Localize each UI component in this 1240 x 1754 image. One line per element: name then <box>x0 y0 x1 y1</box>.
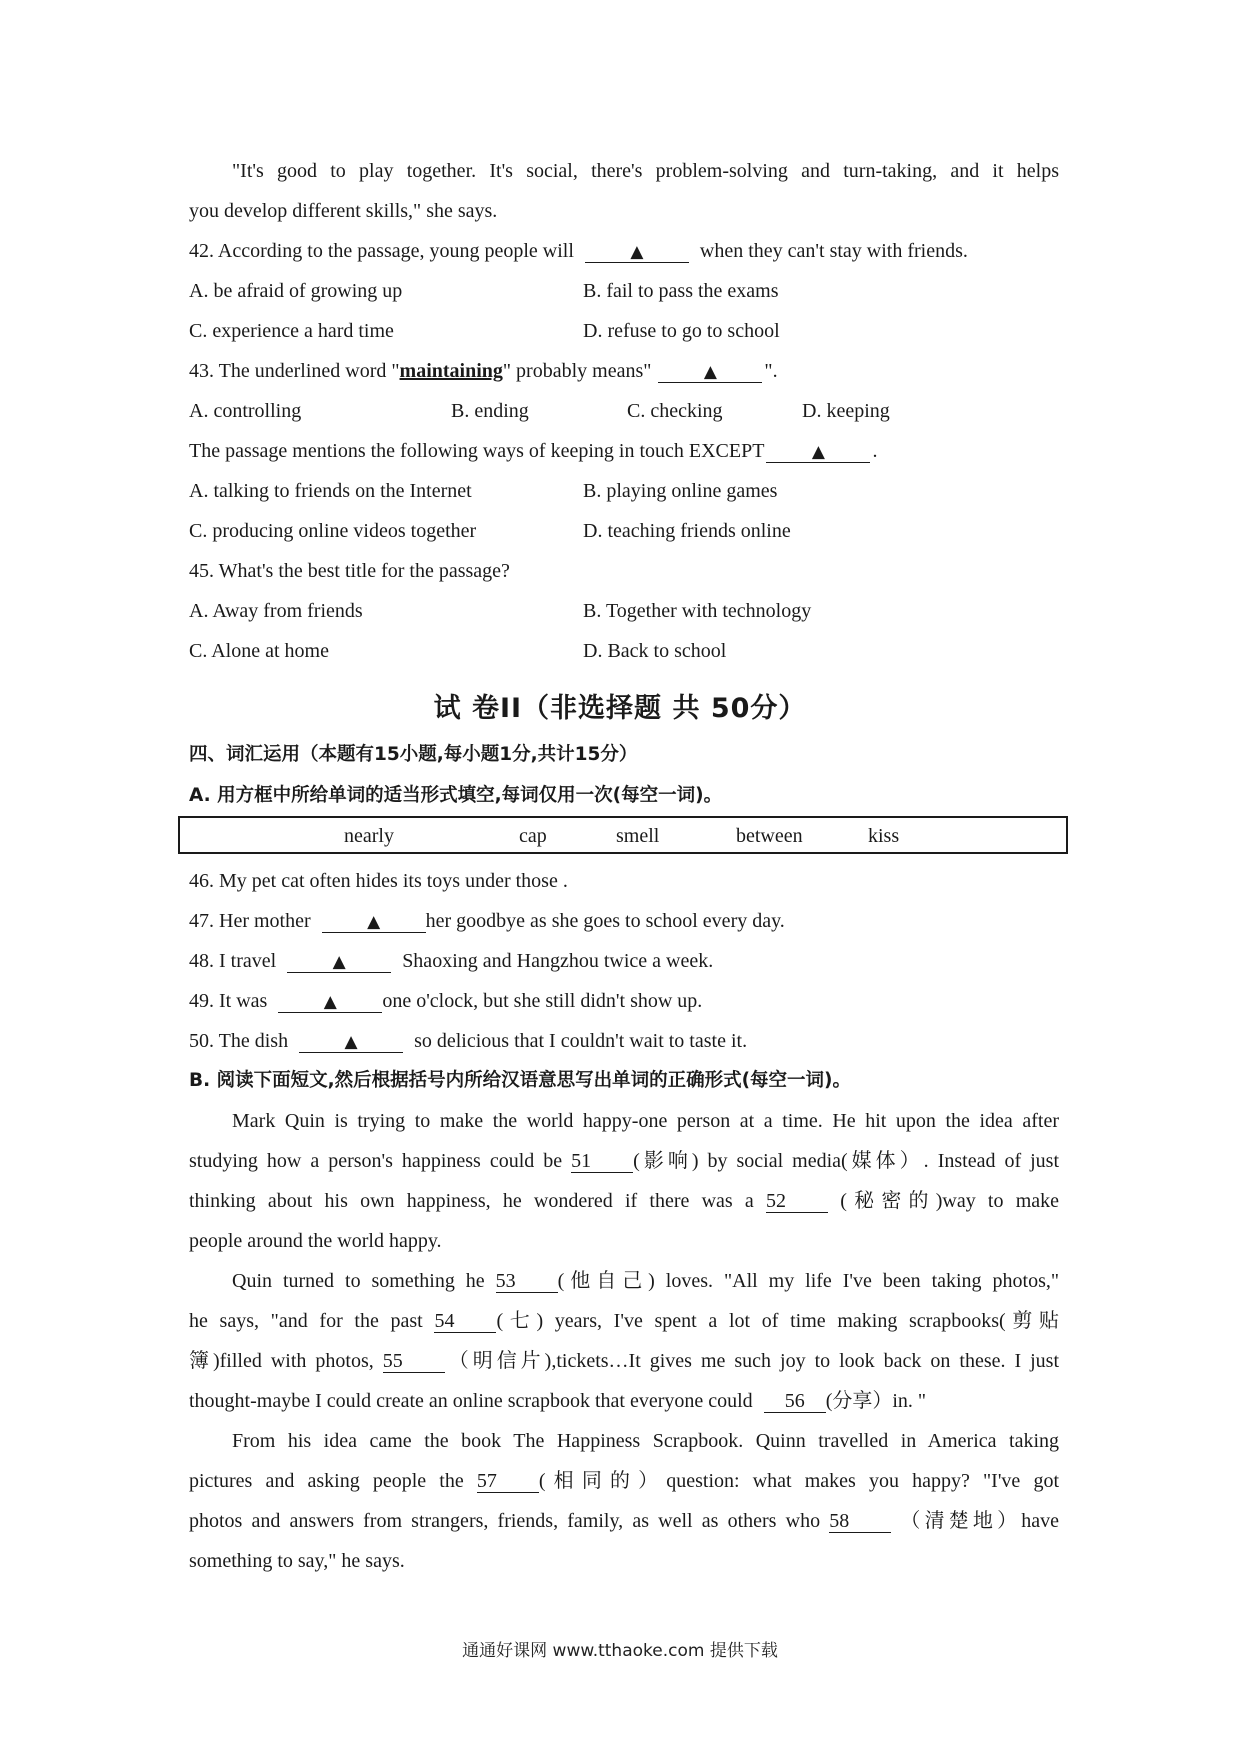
fill-item-48 <box>189 947 1059 975</box>
passage-text: thought-maybe I could create an online scrapbook that everyone could <box>189 1390 753 1412</box>
passage-line <box>232 1267 1059 1295</box>
fill-item-49 <box>189 987 1059 1015</box>
option-c[interactable]: C. producing online videos together <box>189 520 477 542</box>
answer-blank[interactable] <box>766 440 870 463</box>
question-stem: 42. According to the passage, young people will <box>189 240 574 262</box>
quote-line-1: "It's good to play together. It's social, there's problem-solving and turn-taking, and it helps <box>232 160 1059 182</box>
option-a[interactable]: A. be afraid of growing up <box>189 280 403 302</box>
triangle-icon: ▲ <box>323 992 337 1012</box>
word-box-item: between <box>736 825 803 847</box>
answer-blank[interactable] <box>322 910 426 933</box>
triangle-icon: ▲ <box>367 912 381 932</box>
answer-blank[interactable] <box>658 360 762 383</box>
passage-line <box>189 1507 1059 1535</box>
answer-blank[interactable] <box>287 950 391 973</box>
blank-56[interactable]: 56 <box>764 1390 826 1413</box>
fill-text: 48. I travel <box>189 950 277 972</box>
fill-text: 50. The dish <box>189 1030 289 1052</box>
passage-text: photos and answers from strangers, friends, family, as well as others who <box>189 1510 821 1532</box>
passage-line: Mark Quin is trying to make the world happy-one person at a time. He hit upon the idea after <box>232 1110 1059 1132</box>
triangle-icon: ▲ <box>811 442 825 462</box>
question-stem-end: when they can't stay with friends. <box>699 240 968 262</box>
question-42 <box>189 237 1059 265</box>
fill-text-end: one o'clock, but she still didn't show up. <box>382 990 703 1012</box>
triangle-icon: ▲ <box>332 952 346 972</box>
passage-text: (秘密的)way to make <box>840 1190 1060 1212</box>
passage-line <box>189 1307 1059 1335</box>
passage-text: (相同的）question: what makes you happy? "I've got <box>538 1470 1060 1492</box>
option-a[interactable]: A. talking to friends on the Internet <box>189 480 472 502</box>
part-heading: 试 卷II（非选择题 共 50分） <box>433 693 807 724</box>
passage-text: thinking about his own happiness, he wondered if there was a <box>189 1190 754 1212</box>
fill-item-46 <box>189 867 1059 895</box>
word-box-item: kiss <box>868 825 900 847</box>
option-b[interactable]: B. Together with technology <box>583 600 812 622</box>
passage-line: From his idea came the book The Happiness Scrapbook. Quinn travelled in America taking <box>232 1430 1059 1452</box>
question-43 <box>189 357 1059 385</box>
blank-51[interactable]: 51 <box>571 1150 633 1173</box>
word-box-item: cap <box>519 825 547 847</box>
answer-blank[interactable] <box>585 240 689 263</box>
blank-57[interactable]: 57 <box>477 1470 539 1493</box>
option-d[interactable]: D. Back to school <box>583 640 727 662</box>
option-a[interactable]: A. controlling <box>189 400 302 422</box>
option-b[interactable]: B. fail to pass the exams <box>583 280 779 302</box>
passage-line <box>189 1387 1059 1415</box>
option-d[interactable]: D. refuse to go to school <box>583 320 780 342</box>
blank-55[interactable]: 55 <box>383 1350 445 1373</box>
fill-text: 46. My pet cat often hides its toys under those . <box>189 870 568 892</box>
fill-item-50 <box>189 1027 1059 1055</box>
passage-line <box>189 1467 1059 1495</box>
fill-text-end: her goodbye as she goes to school every day. <box>425 910 785 932</box>
blank-52[interactable]: 52 <box>766 1190 828 1213</box>
passage-text: (分享）in. " <box>825 1390 927 1412</box>
word-box-item: smell <box>616 825 660 847</box>
question-stem-end: ". <box>764 360 778 382</box>
passage-text: he says, "and for the past <box>189 1310 423 1332</box>
word-box <box>178 816 1068 854</box>
option-c[interactable]: C. experience a hard time <box>189 320 394 342</box>
triangle-icon: ▲ <box>703 362 717 382</box>
passage-text: (他自己) loves. "All my life I've been taking photos," <box>557 1270 1060 1292</box>
option-d[interactable]: D. teaching friends online <box>583 520 791 542</box>
option-c[interactable]: C. Alone at home <box>189 640 329 662</box>
passage-text: pictures and asking people the <box>189 1470 464 1492</box>
answer-blank[interactable] <box>299 1030 403 1053</box>
passage-line <box>189 1147 1059 1175</box>
fill-text-end: so delicious that I couldn't wait to taste it. <box>414 1030 748 1052</box>
question-stem: 43. The underlined word " <box>189 360 400 382</box>
passage-text: Quin turned to something he <box>232 1270 485 1292</box>
fill-item-47 <box>189 907 1059 935</box>
passage-line <box>189 1347 1059 1375</box>
blank-53[interactable]: 53 <box>496 1270 558 1293</box>
triangle-icon: ▲ <box>344 1032 358 1052</box>
question-45: 45. What's the best title for the passage? <box>189 560 510 582</box>
footer-watermark: 通通好课网 www.tthaoke.com 提供下载 <box>462 1641 778 1661</box>
passage-text: (影响) by social media(媒体）. Instead of just <box>633 1150 1060 1172</box>
question-44 <box>189 437 1059 465</box>
passage-text: （清楚地）have <box>900 1510 1060 1532</box>
passage-line: something to say," he says. <box>189 1550 405 1572</box>
passage-text: （明信片),tickets…It gives me such joy to look back on these. I just <box>444 1350 1060 1372</box>
question-stem-mid: " probably means" <box>502 360 652 382</box>
blank-58[interactable]: 58 <box>829 1510 891 1533</box>
option-a[interactable]: A. Away from friends <box>189 600 363 622</box>
blank-54[interactable]: 54 <box>434 1310 496 1333</box>
section-title: 四、词汇运用（本题有15小题,每小题1分,共计15分） <box>189 744 638 765</box>
quote-line-2: you develop different skills," she says. <box>189 200 498 222</box>
passage-line: people around the world happy. <box>189 1230 442 1252</box>
option-c[interactable]: C. checking <box>627 400 723 422</box>
passage-text: studying how a person's happiness could be <box>189 1150 563 1172</box>
question-stem-end: . <box>872 440 878 462</box>
triangle-icon: ▲ <box>630 242 644 262</box>
passage-text: 簿)filled with photos, <box>189 1350 374 1372</box>
option-d[interactable]: D. keeping <box>802 400 890 422</box>
word-box-item: nearly <box>344 825 394 847</box>
question-stem: The passage mentions the following ways of keeping in touch EXCEPT <box>189 440 765 462</box>
passage-text: (七) years, I've spent a lot of time making scrapbooks(剪贴 <box>496 1310 1060 1332</box>
subsection-b-title: B. 阅读下面短文,然后根据括号内所给汉语意思写出单词的正确形式(每空一词)。 <box>189 1070 852 1091</box>
subsection-a-title: A. 用方框中所给单词的适当形式填空,每词仅用一次(每空一词)。 <box>189 785 723 806</box>
fill-text: 49. It was <box>189 990 268 1012</box>
fill-text: 47. Her mother <box>189 910 311 932</box>
passage-line <box>189 1187 1059 1215</box>
fill-text-end: Shaoxing and Hangzhou twice a week. <box>402 950 714 972</box>
answer-blank[interactable] <box>278 990 382 1013</box>
underlined-keyword: maintaining <box>399 360 503 382</box>
option-b[interactable]: B. playing online games <box>583 480 778 502</box>
option-b[interactable]: B. ending <box>451 400 529 422</box>
